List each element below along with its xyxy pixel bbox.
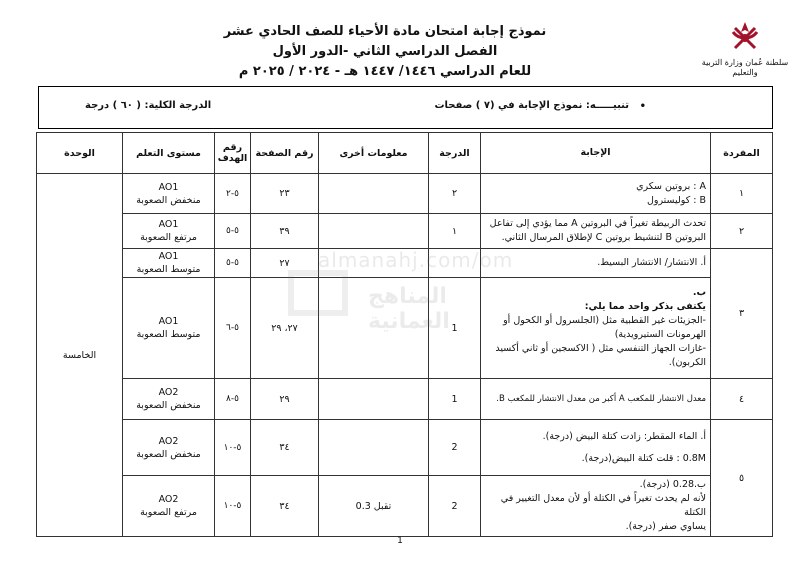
page-cell: ٢٧ xyxy=(251,249,319,278)
answer-line: أ. الانتشار/ الانتشار البسيط. xyxy=(597,257,706,268)
header-item: المفردة xyxy=(711,133,773,174)
item-number: ٢ xyxy=(711,214,773,249)
header-degree: الدرجة xyxy=(429,133,481,174)
watermark xyxy=(288,248,518,334)
info-cell xyxy=(319,174,429,214)
level-code: AO1 xyxy=(158,181,179,193)
answer-line: تحدث الربيطة تغيراً في البروتين A مما يؤدي إلى تفاعل xyxy=(489,218,706,229)
header-title: نموذج إجابة امتحان مادة الأحياء للصف الحادي عشر xyxy=(223,24,547,39)
item-number: ١ xyxy=(711,174,773,214)
ministry-logo xyxy=(700,18,790,82)
level-code: AO2 xyxy=(158,494,179,505)
level-code: AO2 xyxy=(158,387,179,398)
info-cell xyxy=(319,214,429,249)
header-semester: الفصل الدراسي الثاني -الدور الأول xyxy=(272,44,498,59)
item-number: ٥ xyxy=(711,420,773,537)
goal-cell: ٥-١٠ xyxy=(215,476,251,537)
page-cell: ٢٧، ٢٩ xyxy=(251,278,319,379)
level-cell xyxy=(123,214,215,249)
level-text: متوسط الصعوبة xyxy=(136,264,201,275)
exam-header xyxy=(170,22,600,82)
page-cell: ٣٩ xyxy=(251,214,319,249)
header-level: مستوى التعلم xyxy=(123,133,215,174)
level-text: مرتفع الصعوبة xyxy=(140,507,197,518)
page-cell: ٢٣ xyxy=(251,174,319,214)
level-cell xyxy=(123,476,215,537)
level-cell xyxy=(123,249,215,278)
goal-cell: ٥-٢ xyxy=(215,174,251,214)
answer-cell xyxy=(481,420,711,476)
answer-line: يساوي صفر (درجة). xyxy=(625,521,706,532)
answer-part-label: ب. xyxy=(692,287,706,298)
answer-table xyxy=(36,132,773,537)
watermark-logo-icon xyxy=(288,270,348,316)
notice-total-grade: الدرجة الكلية: ( ٦٠ ) درجة xyxy=(85,100,212,111)
degree-cell: 1 xyxy=(429,278,481,379)
level-text: منخفض الصعوبة xyxy=(136,400,201,411)
answer-line: الكربون). xyxy=(668,357,706,368)
level-code: AO1 xyxy=(158,219,179,230)
degree-cell: 2 xyxy=(429,476,481,537)
notice-bullet: • xyxy=(639,101,646,112)
level-text: متوسط الصعوبة xyxy=(136,329,201,340)
answer-line: -غازات الجهاز التنفسي مثل ( الاكسجين أو ثاني أكسيد xyxy=(495,343,706,354)
header-page: رقم الصفحة xyxy=(251,133,319,174)
unit-cell: الخامسة xyxy=(37,174,123,537)
goal-cell: ٥-١٠ xyxy=(215,420,251,476)
answer-line: 0.8M : قلت كتلة البيض(درجة). xyxy=(581,452,706,464)
answer-line: البروتين B لتنشيط بروتين C لإطلاق المرسال الثاني. xyxy=(501,232,706,243)
watermark-url: almanahj.com/om xyxy=(318,248,514,272)
level-text: منخفض الصعوبة xyxy=(136,448,201,460)
goal-cell: ٥-٥ xyxy=(215,249,251,278)
level-code: AO1 xyxy=(158,251,179,262)
goal-cell: ٥-٨ xyxy=(215,379,251,420)
header-goal: رقم الهدف xyxy=(215,133,251,174)
table-row xyxy=(37,476,773,537)
table-row xyxy=(37,379,773,420)
level-text: منخفض الصعوبة xyxy=(136,194,201,206)
degree-cell: 1 xyxy=(429,379,481,420)
table-row xyxy=(37,174,773,214)
page-cell: ٣٤ xyxy=(251,420,319,476)
answer-line: B : كوليسترول xyxy=(646,194,706,206)
table-header-row xyxy=(37,133,773,174)
goal-cell: ٥-٦ xyxy=(215,278,251,379)
degree-cell: 2 xyxy=(429,420,481,476)
header-year: للعام الدراسي ١٤٤٦/ ١٤٤٧ هـ - ٢٠٢٤ / ٢٠٢٥ م xyxy=(238,64,532,79)
level-code: AO2 xyxy=(158,435,179,447)
answer-line: A : بروتين سكري xyxy=(636,180,706,192)
header-info: معلومات أخرى xyxy=(319,133,429,174)
answer-line: الهرمونات الستيرويدية) xyxy=(614,329,706,340)
watermark-name: المناهج العمانية xyxy=(368,284,450,334)
page-number: 1 xyxy=(397,536,403,546)
degree-cell: ١ xyxy=(429,214,481,249)
info-cell xyxy=(319,379,429,420)
ministry-name: سلطنة عُمان وزارة التربية والتعليم xyxy=(701,58,789,77)
page-cell: ٢٩ xyxy=(251,379,319,420)
answer-line: ب.0.28 (درجة). xyxy=(639,479,706,490)
oman-emblem-icon xyxy=(725,18,765,58)
info-cell xyxy=(319,420,429,476)
header-unit: الوحدة xyxy=(37,133,123,174)
notice-box xyxy=(38,86,773,129)
level-cell xyxy=(123,420,215,476)
header-answer: الإجابة xyxy=(481,133,711,174)
answer-line: معدل الانتشار للمكعب A أكبر من معدل الانتشار للمكعب B. xyxy=(496,394,706,404)
answer-heading: يكتفى بذكر واحد مما يلي: xyxy=(584,301,706,312)
level-cell xyxy=(123,379,215,420)
item-number: ٤ xyxy=(711,379,773,420)
level-cell xyxy=(123,174,215,214)
goal-cell: ٥-٥ xyxy=(215,214,251,249)
answer-cell xyxy=(481,379,711,420)
notice-pages: تنبيـــــه: نموذج الإجابة في (٧ ) صفحات xyxy=(434,100,629,111)
answer-line: -الجزيئات غير القطبية مثل (الجلسرول أو الكحول أو xyxy=(503,315,706,326)
answer-cell xyxy=(481,476,711,537)
level-code: AO1 xyxy=(158,316,179,327)
table-row xyxy=(37,214,773,249)
level-cell xyxy=(123,278,215,379)
degree-cell: ٢ xyxy=(429,174,481,214)
page-cell: ٣٤ xyxy=(251,476,319,537)
answer-line: أ. الماء المقطر: زادت كتلة البيض (درجة). xyxy=(542,430,706,442)
item-number: ٣ xyxy=(711,249,773,379)
table-row xyxy=(37,420,773,476)
answer-cell xyxy=(481,214,711,249)
info-cell: تقبل 0.3 xyxy=(319,476,429,537)
level-text: مرتفع الصعوبة xyxy=(140,232,197,243)
answer-line: لأنه لم يحدث تغيراً في الكتلة أو لأن معدل التغيير في الكتلة xyxy=(500,493,706,518)
answer-cell xyxy=(481,174,711,214)
